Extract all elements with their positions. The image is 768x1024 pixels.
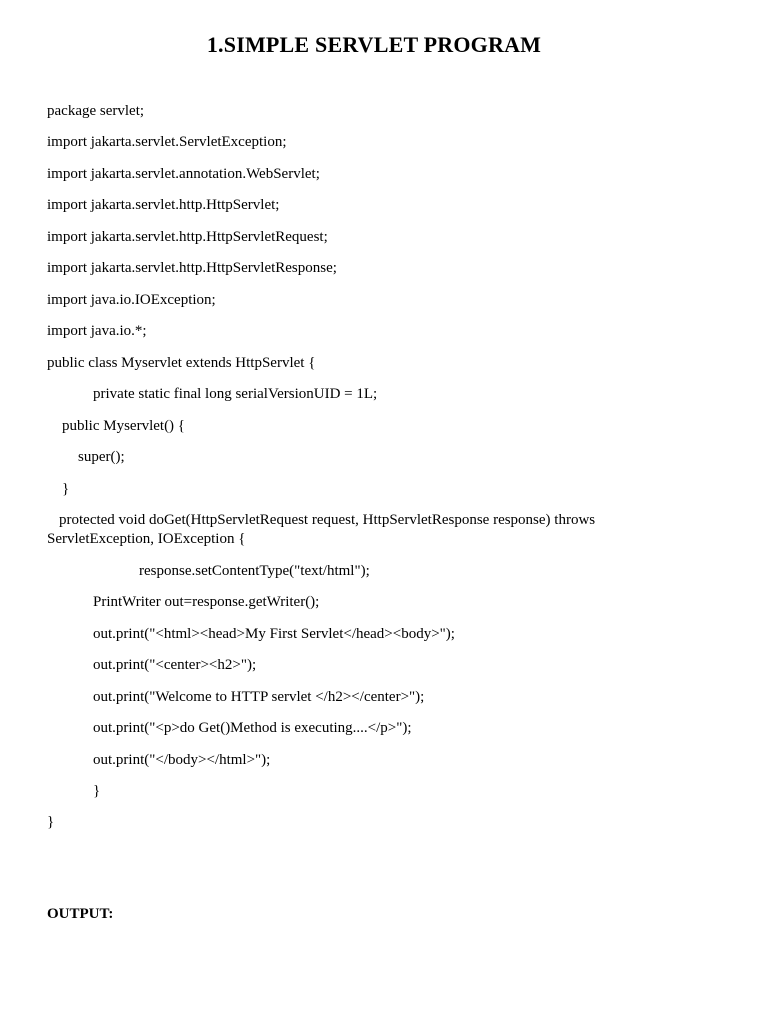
code-line: super(); (78, 449, 125, 465)
code-line: public class Myservlet extends HttpServlet { (47, 355, 316, 371)
code-line: import java.io.IOException; (47, 292, 216, 308)
output-label: OUTPUT: (47, 906, 114, 922)
code-line: response.setContentType("text/html"); (139, 563, 370, 579)
code-line: } (47, 814, 55, 830)
code-line: } (93, 783, 101, 799)
code-line: protected void doGet(HttpServletRequest request, HttpServletResponse response) throws ServletException, IOException { (47, 512, 596, 547)
code-line: import jakarta.servlet.http.HttpServlet; (47, 197, 280, 213)
code-line: out.print("<html><head>My First Servlet</head><body>"); (93, 626, 455, 642)
code-line: private static final long serialVersionUID = 1L; (93, 386, 378, 402)
code-line: package servlet; (47, 103, 145, 119)
code-line: } (62, 481, 70, 497)
code-line: out.print("</body></html>"); (93, 752, 271, 768)
code-line: public Myservlet() { (62, 418, 186, 434)
document-title: 1.SIMPLE SERVLET PROGRAM (206, 32, 542, 57)
code-line: PrintWriter out=response.getWriter(); (93, 594, 320, 610)
code-line: import jakarta.servlet.http.HttpServletResponse; (47, 260, 337, 276)
code-line: out.print("<p>do Get()Method is executing....</p>"); (93, 720, 412, 736)
code-line: out.print("Welcome to HTTP servlet </h2></center>"); (93, 689, 425, 705)
code-line: import java.io.*; (47, 323, 147, 339)
code-line: import jakarta.servlet.http.HttpServletRequest; (47, 229, 328, 245)
code-line: out.print("<center><h2>"); (93, 657, 257, 673)
code-line: import jakarta.servlet.ServletException; (47, 134, 287, 150)
code-line: import jakarta.servlet.annotation.WebServlet; (47, 166, 320, 182)
